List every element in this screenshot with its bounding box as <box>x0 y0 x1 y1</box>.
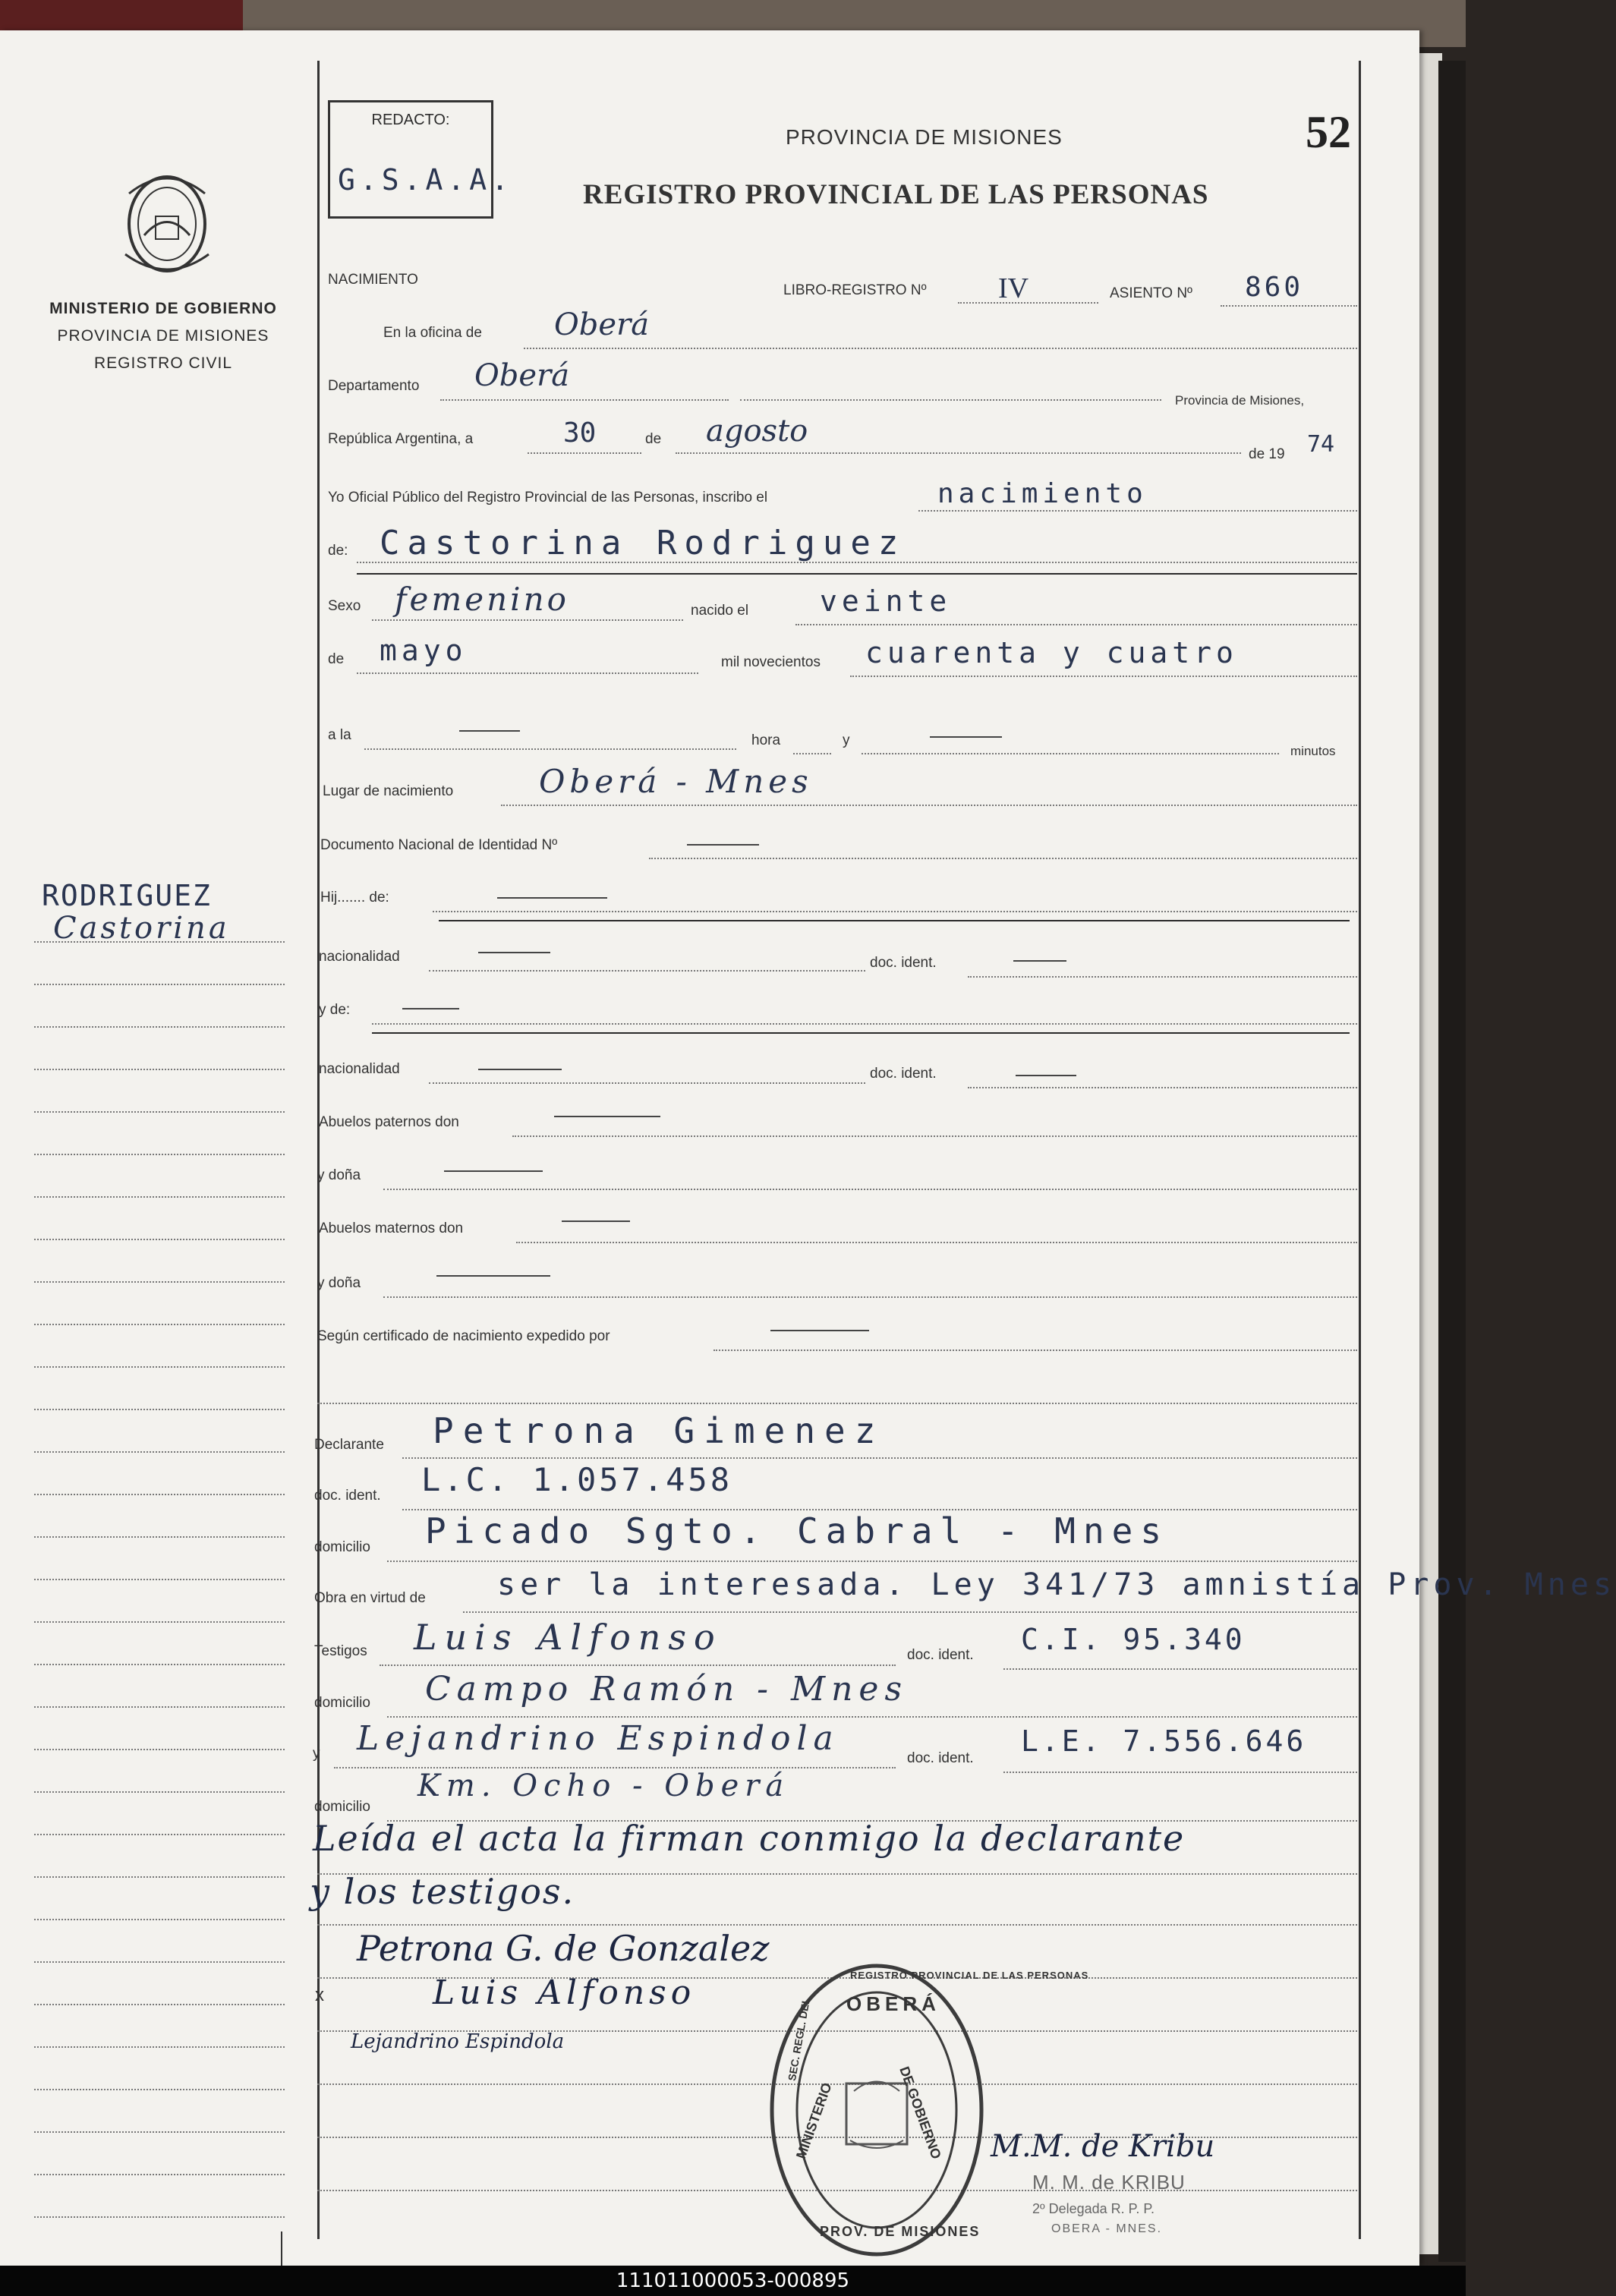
inscribo-value: nacimiento <box>937 478 1148 509</box>
nacido-value: veinte <box>820 584 952 618</box>
ministry-name: MINISTERIO DE GOBIERNO <box>49 300 277 317</box>
lugar-label: Lugar de nacimiento <box>323 783 454 799</box>
obra-value: ser la interesada. Ley 341/73 amnistía Prov. Mnes <box>497 1567 1616 1602</box>
right-column-rule <box>1359 61 1361 2239</box>
hora-label: hora <box>751 732 781 748</box>
anio-nac-value: cuarenta y cuatro <box>865 636 1238 669</box>
dia-value: 30 <box>563 417 597 449</box>
page-title: REGISTRO PROVINCIAL DE LAS PERSONAS <box>583 179 1209 210</box>
official-role: 2º Delegada R. P. P. <box>1032 2201 1155 2216</box>
misiones-coat-of-arms-icon <box>114 163 220 285</box>
abuelos-paternos-label: Abuelos paternos don <box>319 1114 459 1130</box>
domicilio-t2-value: Km. Ocho - Oberá <box>417 1768 790 1803</box>
y-t2-label: y <box>313 1746 320 1762</box>
sidebar-ruled-line <box>34 1961 285 1963</box>
ala-label: a la <box>328 727 351 743</box>
official-signature: M.M. de Kribu <box>991 2129 1215 2164</box>
asiento-value: 860 <box>1245 272 1304 303</box>
oficina-label: En la oficina de <box>383 325 482 341</box>
ministry-registry: REGISTRO CIVIL <box>93 354 233 372</box>
sidebar-ruled-line <box>34 2174 285 2175</box>
inscribo-label: Yo Oficial Público del Registro Provincial de las Personas, inscribo el <box>328 490 768 505</box>
y-label: y <box>843 732 850 748</box>
departamento-value: Oberá <box>474 358 570 393</box>
doc-ident-label: doc. ident. <box>870 955 937 971</box>
declarante-value: Petrona Gimenez <box>433 1410 885 1451</box>
certificado-label: Según certificado de nacimiento expedido por <box>317 1328 610 1344</box>
seal-left-small: SEC. REGL. DEL <box>786 1996 813 2082</box>
nacionalidad2-label: nacionalidad <box>319 1061 400 1077</box>
seal-city: OBERÁ <box>846 1992 940 2015</box>
sidebar-ruled-line <box>34 941 285 943</box>
dni-label: Documento Nacional de Identidad Nº <box>320 837 558 853</box>
de-label: de <box>645 431 662 447</box>
libro-label: LIBRO-REGISTRO Nº <box>783 282 927 298</box>
sidebar-ruled-line <box>34 1026 285 1028</box>
official-city: OBERA - MNES. <box>1051 2222 1163 2235</box>
sidebar-ruled-line <box>34 1664 285 1665</box>
persona-value: Castorina Rodriguez <box>380 524 906 562</box>
de2-label: de <box>328 651 345 667</box>
testigo1-value: Luis Alfonso <box>414 1617 723 1658</box>
document-id-footer: 111011000053-000895 <box>0 2266 1466 2296</box>
mes-nac-value: mayo <box>380 634 468 667</box>
ministry-province: PROVINCIA DE MISIONES <box>57 327 269 345</box>
de-persona-label: de: <box>328 543 348 559</box>
testigo1-doc-value: C.I. 95.340 <box>1021 1623 1246 1656</box>
testigo2-doc-value: L.E. 7.556.646 <box>1021 1724 1307 1758</box>
sidebar-ruled-line <box>34 1536 285 1538</box>
sidebar-ruled-line <box>34 984 285 985</box>
margin-rule-bottom <box>281 2231 282 2269</box>
page-number: 52 <box>1306 107 1351 157</box>
mes-value: agosto <box>706 414 808 449</box>
doc-ident-t2-label: doc. ident. <box>907 1750 974 1766</box>
cierre-line1: Leída el acta la firman conmigo la declarante <box>313 1818 1186 1859</box>
domicilio-t2-label: domicilio <box>314 1799 370 1815</box>
official-name: M. M. de KRIBU <box>1032 2171 1186 2194</box>
sidebar-ruled-line <box>34 1706 285 1708</box>
seal-right: DE GOBIERNO <box>896 2065 944 2162</box>
sidebar-ruled-line <box>34 2089 285 2090</box>
sidebar-ruled-line <box>34 1069 285 1070</box>
sidebar-ruled-line <box>34 1876 285 1878</box>
sidebar-ruled-line <box>34 1154 285 1155</box>
registry-page <box>0 30 1616 2266</box>
sexo-value: femenino <box>395 581 569 618</box>
firma-declarante: Petrona G. de Gonzalez <box>357 1928 770 1969</box>
left-column-rule <box>317 61 320 2239</box>
sidebar-ruled-line <box>34 1366 285 1368</box>
domicilio-t1-label: domicilio <box>314 1695 370 1711</box>
seal-left: MINISTERIO <box>793 2080 835 2161</box>
provincia-suffix: Provincia de Misiones, <box>1175 393 1305 408</box>
doc-ident-decl-label: doc. ident. <box>314 1488 381 1504</box>
nacido-label: nacido el <box>691 603 749 619</box>
sidebar-ruled-line <box>34 1111 285 1113</box>
sidebar-ruled-line <box>34 1834 285 1835</box>
sidebar-ruled-line <box>34 1239 285 1240</box>
abuelos-maternos-label: Abuelos maternos don <box>319 1220 464 1236</box>
ydona-paternos-label: y doña <box>317 1167 361 1183</box>
firma-testigo1: Luis Alfonso <box>433 1973 696 2012</box>
sidebar-ruled-line <box>34 1409 285 1410</box>
sidebar-ruled-line <box>34 1749 285 1750</box>
margin-name: Castorina <box>53 911 230 946</box>
doc-ident-t1-label: doc. ident. <box>907 1647 974 1663</box>
oficina-value: Oberá <box>554 307 650 342</box>
anio-label: de 19 <box>1249 446 1285 462</box>
minutos-label: minutos <box>1290 744 1336 758</box>
departamento-label: Departamento <box>328 378 420 394</box>
nacimiento-label: NACIMIENTO <box>328 272 418 288</box>
sidebar-ruled-line <box>34 1579 285 1580</box>
sidebar-ruled-line <box>34 1451 285 1453</box>
book-edge <box>1438 61 1466 2262</box>
libro-value: IV <box>998 272 1029 304</box>
persona-underline <box>357 573 1357 575</box>
firma-x: x <box>315 1985 324 2005</box>
sidebar-ruled-line <box>34 2004 285 2005</box>
firma-testigo2: Lejandrino Espindola <box>351 2030 565 2053</box>
sidebar-ruled-line <box>34 1621 285 1623</box>
sidebar-ruled-line <box>34 1791 285 1793</box>
book-cover-edge <box>0 0 243 30</box>
redacto-label: REDACTO: <box>371 112 450 128</box>
obra-label: Obra en virtud de <box>314 1590 426 1606</box>
margin-surname: RODRIGUEZ <box>42 879 212 912</box>
asiento-label: ASIENTO Nº <box>1110 285 1192 301</box>
sidebar-ruled-line <box>34 1281 285 1283</box>
republica-label: República Argentina, a <box>328 431 474 447</box>
ydona-maternos-label: y doña <box>317 1275 361 1291</box>
redacto-value: G.S.A.A. <box>338 163 514 197</box>
mil-label: mil novecientos <box>721 654 821 670</box>
redacto-box <box>328 100 514 219</box>
doc-ident2-label: doc. ident. <box>870 1066 937 1082</box>
hij-label: Hij....... de: <box>320 890 389 905</box>
declarante-label: Declarante <box>314 1437 384 1453</box>
sidebar-ruled-line <box>34 1324 285 1325</box>
header-province: PROVINCIA DE MISIONES <box>786 125 1063 149</box>
sidebar-ruled-line <box>34 1919 285 1920</box>
domicilio-value: Picado Sgto. Cabral - Mnes <box>425 1510 1170 1551</box>
sidebar-ruled-line <box>34 1494 285 1495</box>
nacionalidad-label: nacionalidad <box>319 949 400 965</box>
doc-ident-decl-value: L.C. 1.057.458 <box>421 1461 733 1498</box>
anio-value: 74 <box>1307 431 1335 458</box>
sidebar-ruled-line <box>34 2216 285 2218</box>
domicilio-label: domicilio <box>314 1539 370 1555</box>
sidebar-ruled-line <box>34 1196 285 1198</box>
sexo-label: Sexo <box>328 598 361 614</box>
domicilio-t1-value: Campo Ramón - Mnes <box>425 1670 909 1709</box>
testigo2-value: Lejandrino Espindola <box>357 1719 840 1758</box>
sidebar-ruled-line <box>34 2046 285 2048</box>
sidebar-ruled-line <box>34 2131 285 2133</box>
yde-label: y de: <box>319 1002 351 1018</box>
testigos-label: Testigos <box>314 1643 367 1659</box>
lugar-value: Oberá - Mnes <box>539 763 813 800</box>
cierre-line2: y los testigos. <box>310 1871 575 1912</box>
seal-outer-text: REGISTRO PROVINCIAL DE LAS PERSONAS <box>850 1970 1089 1981</box>
seal-bottom: PROV. DE MISIONES <box>820 2224 981 2239</box>
